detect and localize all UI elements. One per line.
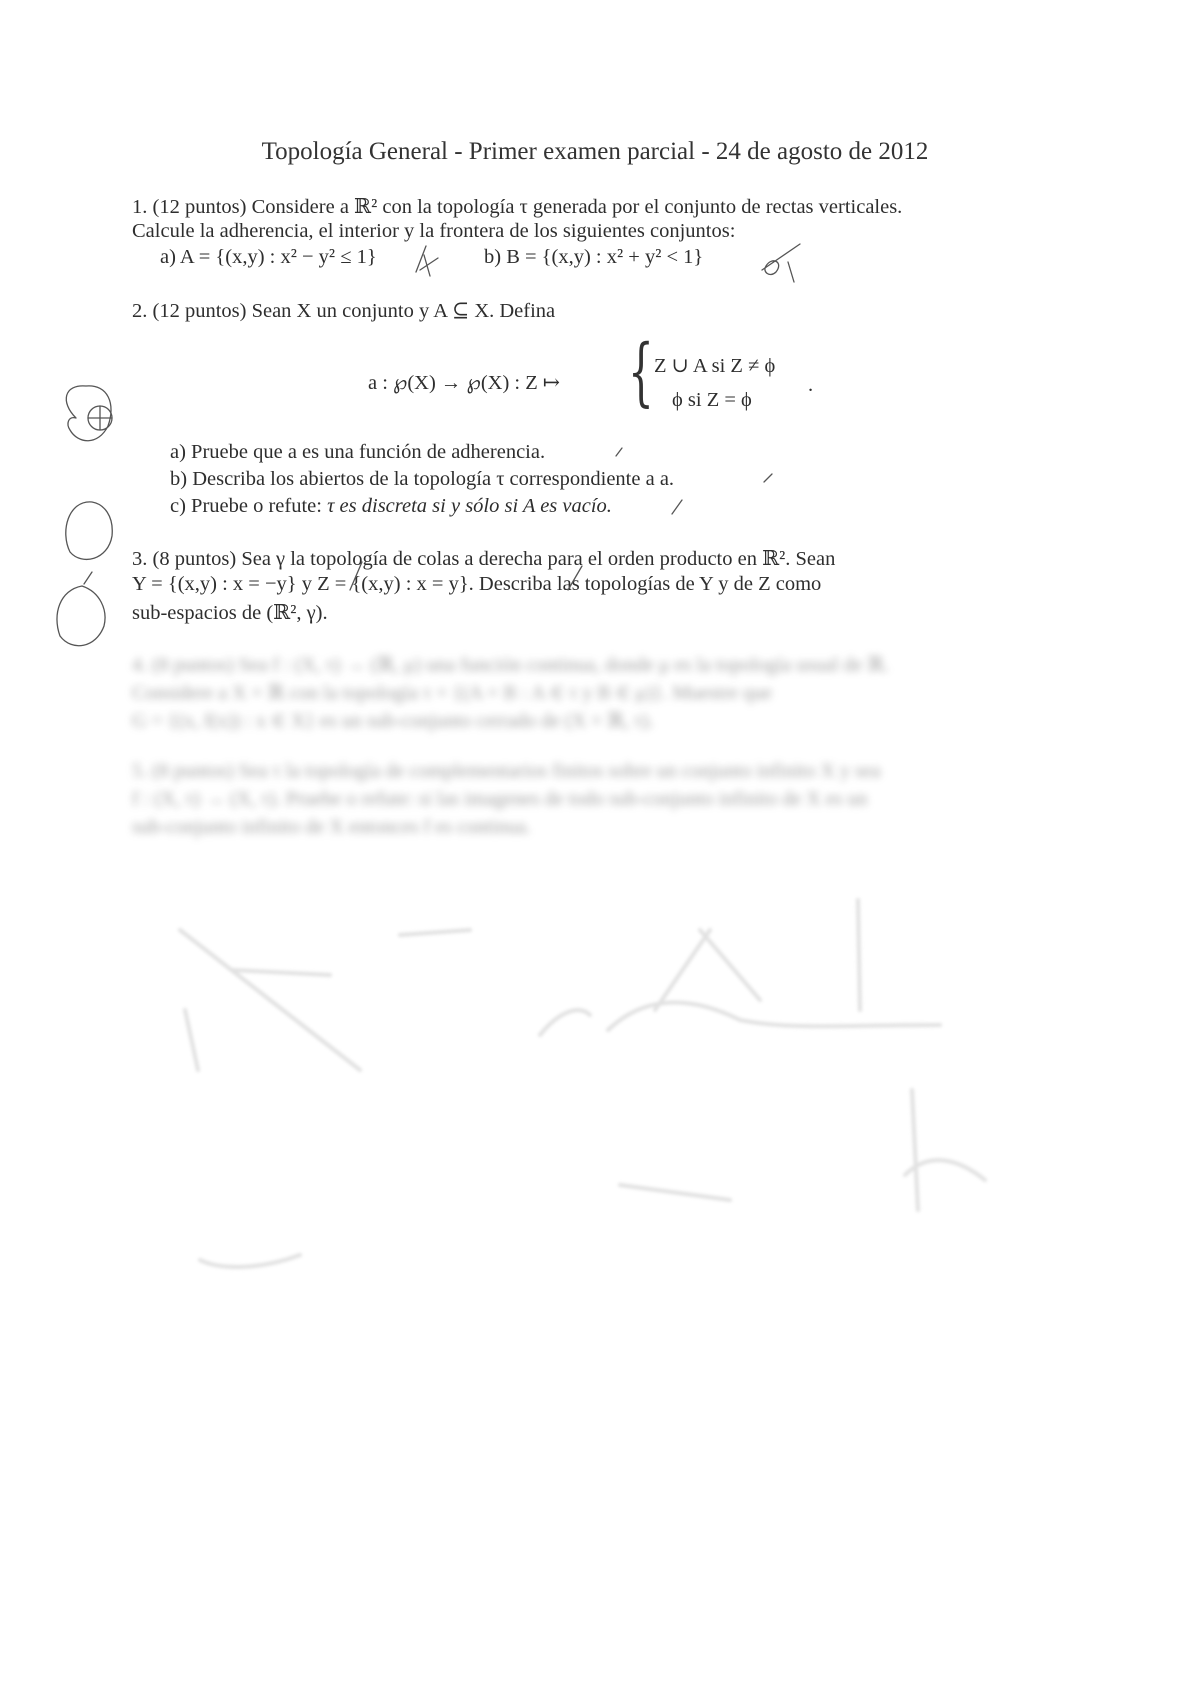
tick-part-b [764,474,772,482]
problem-1-line-2: Calcule la adherencia, el interior y la frontera de los siguientes conjuntos: [132,220,736,242]
problem-5-line-1: 5. (8 puntos) Sea τ la topología de complementarios finitos sobre un conjunto infinito X y sea [132,760,881,782]
problem-2-case-2: ϕ si Z = ϕ [672,389,752,411]
problem-4-line-2: Considere a X × ℝ con la topología τ × {(A × B : A ∈ τ y B ∈ μ)}. Muestre que [132,682,772,704]
problem-2-map: a : ℘(X) → ℘(X) : Z ↦ [368,372,561,394]
problem-1-part-b: b) B = {(x,y) : x² + y² < 1} [484,246,704,268]
problem-3-line-2: Y = {(x,y) : x = −y} y Z = {(x,y) : x = y}. Describa las topologías de Y y de Z como [132,573,822,595]
problem-4-line-3: G = {(x, f(x)) : x ∈ X} es un sub-conjunto cerrado de (X × ℝ, τ). [132,710,654,732]
problem-5-line-3: sub-conjunto infinito de X entonces f es continua. [132,816,531,838]
problem-2-period: . [808,374,814,396]
problem-2-part-a: a) Pruebe que a es una función de adherencia. [170,441,546,463]
tick-part-c [672,500,682,514]
problem-2-part-b: b) Describa los abiertos de la topología τ correspondiente a a. [170,468,675,490]
problem-3-line-3: sub-espacios de (ℝ², γ). [132,602,328,624]
check-mark-part-a [416,246,438,276]
cases-brace: { [628,329,654,415]
problem-2-part-c-statement: τ es discreta si y sólo si A es vacío. [327,495,612,517]
problem-5-line-2: f : (X, τ) → (X, τ). Pruebe o refute: si las imagenes de todo sub-conjunto infinito de X es un [132,788,868,810]
problem-2-line-1: 2. (12 puntos) Sean X un conjunto y A ⊆ X. Defina [132,300,556,322]
margin-circle-2 [66,502,112,560]
margin-crosshair [88,406,112,430]
check-mark-part-b [762,244,800,282]
problem-3-line-1: 3. (8 puntos) Sea γ la topología de colas a derecha para el orden producto en ℝ². Sean [132,548,836,570]
problem-1-line-1: 1. (12 puntos) Considere a ℝ² con la topología τ generada por el conjunto de rectas verticales. [132,196,903,218]
tick-part-a [616,448,622,456]
problem-1-part-a: a) A = {(x,y) : x² − y² ≤ 1} [160,246,377,268]
exam-title: Topología General - Primer examen parcial - 24 de agosto de 2012 [261,138,929,165]
problem-4-line-1: 4. (8 puntos) Sea f : (X, τ) → (ℝ, μ) una función continua, donde μ es la topología usual de ℝ. [132,654,890,676]
problem-2-part-c-prefix: c) Pruebe o refute: [170,495,328,517]
problem-2-case-1: Z ∪ A si Z ≠ ϕ [654,355,776,377]
problem-2-part-c [170,495,612,518]
margin-circle-1 [66,386,111,441]
margin-circle-3 [57,572,105,646]
